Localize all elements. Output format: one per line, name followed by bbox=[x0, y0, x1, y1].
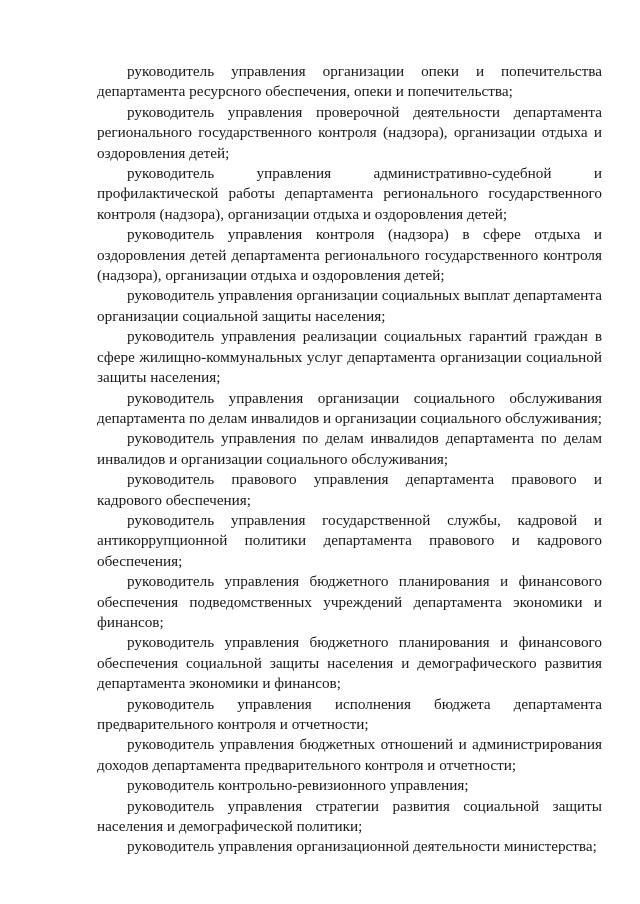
paragraph-6: руководитель управления реализации социальных гарантий граждан в сфере жилищно-коммунальных услуг департамента организации социальной защиты населения; bbox=[97, 328, 602, 387]
paragraph-10: руководитель управления государственной службы, кадровой и антикоррупционной политики департамента правового и кадрового обеспечения; bbox=[97, 511, 602, 570]
paragraph-4: руководитель управления контроля (надзора) в сфере отдыха и оздоровления детей департамента регионального государственного контроля (надзора), организации отдыха и оздоровления детей; bbox=[97, 226, 602, 285]
paragraph-13: руководитель управления исполнения бюджета департамента предварительного контроля и отчетности; bbox=[97, 695, 602, 733]
paragraph-1: руководитель управления организации опеки и попечительства департамента ресурсного обеспечения, опеки и попечительства; bbox=[97, 63, 602, 101]
paragraph-5: руководитель управления организации социальных выплат департамента организации социальной защиты населения; bbox=[97, 287, 602, 325]
paragraph-3: руководитель управления административно-судебной и профилактической работы департамента регионального государственного контроля (надзора), организации отдыха и оздоровления детей; bbox=[97, 165, 602, 223]
paragraph-7: руководитель управления организации социального обслуживания департамента по делам инвалидов и организации социального обслуживания; bbox=[97, 389, 602, 427]
paragraph-2: руководитель управления проверочной деятельности департамента регионального государственного контроля (надзора), организации отдыха и оздоровления детей; bbox=[97, 103, 602, 162]
document-page bbox=[97, 62, 602, 858]
paragraph-15: руководитель контрольно-ревизионного управления; bbox=[127, 777, 469, 795]
paragraph-14: руководитель управления бюджетных отношений и администрирования доходов департамента предварительного контроля и отчетности; bbox=[97, 736, 602, 774]
paragraph-12: руководитель управления бюджетного планирования и финансового обеспечения социальной защиты населения и демографического развития департамента экономики и финансов; bbox=[97, 634, 602, 693]
paragraph-11: руководитель управления бюджетного планирования и финансового обеспечения подведомственных учреждений департамента экономики и финансов; bbox=[97, 573, 602, 631]
paragraph-17: руководитель управления организационной деятельности министерства; bbox=[127, 838, 597, 856]
paragraph-9: руководитель правового управления департамента правового и кадрового обеспечения; bbox=[97, 471, 602, 509]
paragraph-16: руководитель управления стратегии развития социальной защиты населения и демографической политики; bbox=[97, 797, 602, 836]
paragraph-8: руководитель управления по делам инвалидов департамента по делам инвалидов и организации социального обслуживания; bbox=[97, 430, 602, 468]
